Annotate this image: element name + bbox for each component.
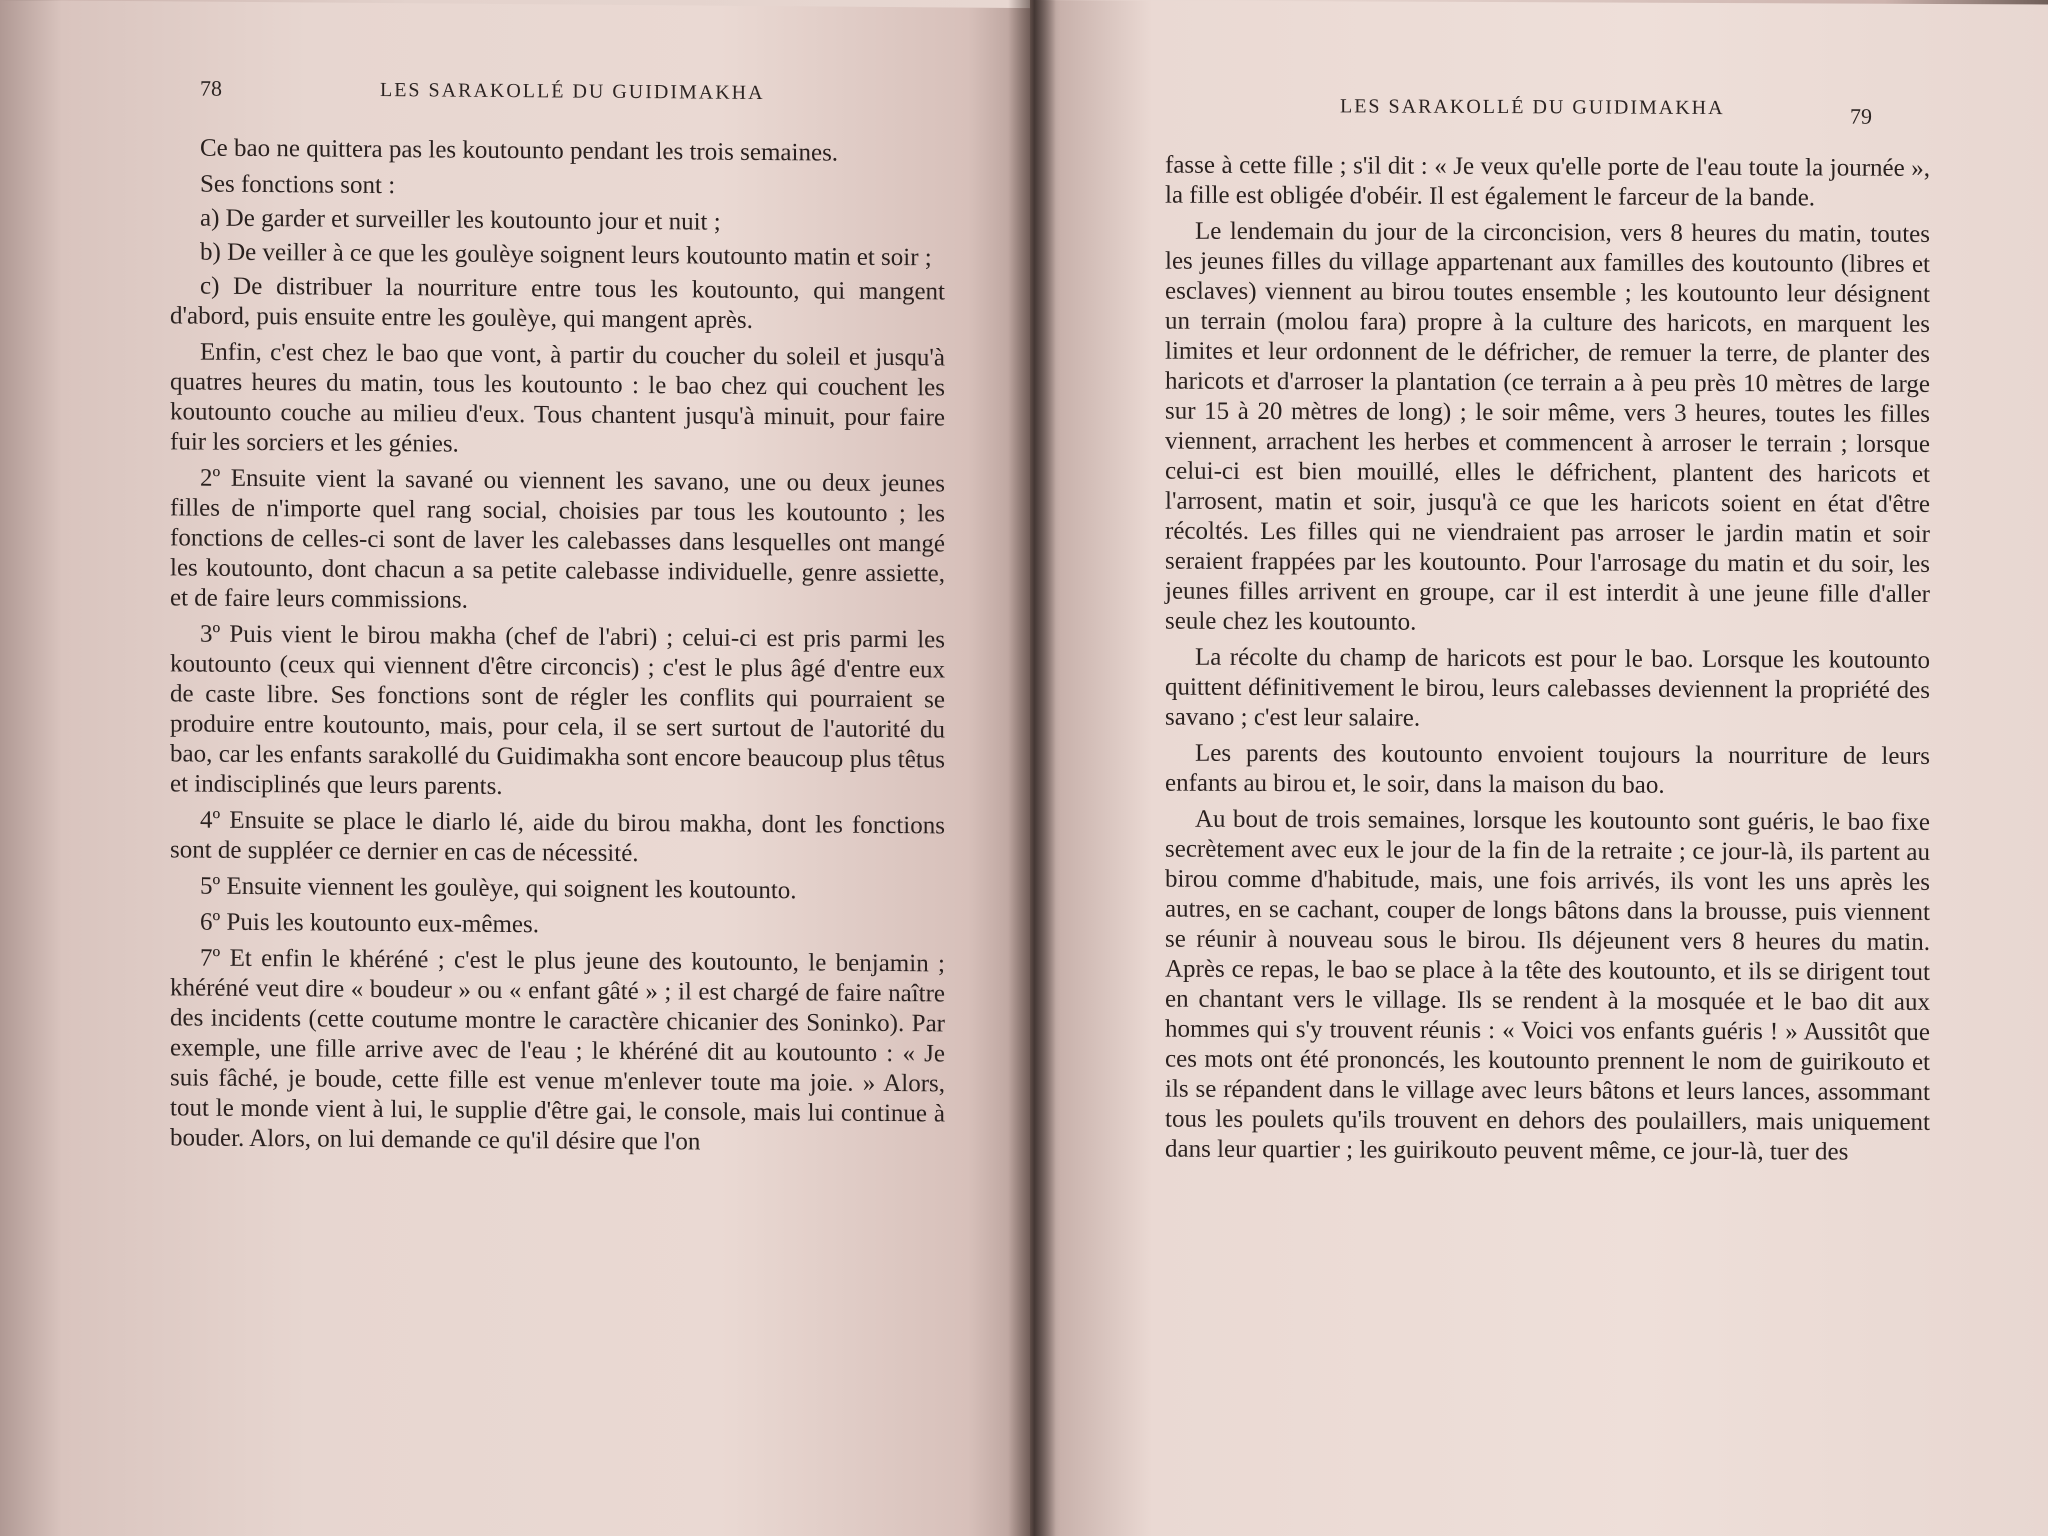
page-text [170,133,945,1159]
paragraph: fasse à cette fille ; s'il dit : « Je veux qu'elle porte de l'eau toute la journée », la fille est obligée d'obéir. Il est également le farceur de la bande. [1165,151,1930,212]
numbered-item: 4º Ensuite se place le diarlo lé, aide du birou makha, dont les fonctions sont de suppléer ce dernier en cas de nécessité. [170,806,945,868]
right-page [1030,0,2048,1536]
running-head: LES SARAKOLLÉ DU GUIDIMAKHA [380,78,765,105]
paragraph: Les parents des koutounto envoient toujours la nourriture de leurs enfants au birou et, le soir, dans la maison du bao. [1165,739,1930,799]
list-item: a) De garder et surveiller les koutounto jour et nuit ; [200,204,721,236]
list-item: b) De veiller à ce que les goulèye soignent leurs koutounto matin et soir ; [200,238,932,272]
paragraph: Ce bao ne quittera pas les koutounto pendant les trois semaines. [200,134,839,167]
paragraph: La récolte du champ de haricots est pour le bao. Lorsque les koutounto quittent définitivement le birou, leurs calebasses deviennent la propriété des savano ; c'est leur salaire. [1165,643,1930,732]
numbered-item: 6º Puis les koutounto eux-mêmes. [200,908,539,939]
page-number: 78 [200,75,222,101]
numbered-item: 5º Ensuite viennent les goulèye, qui soignent les koutounto. [200,872,797,905]
paragraph: Enfin, c'est chez le bao que vont, à partir du coucher du soleil et jusqu'à quatres heures du matin, tous les koutounto : le bao chez qui couchent les koutounto couche au milieu d'eux. Tous chantent jusqu'à minuit, pour faire fuir les sorciers et les génies. [170,338,945,458]
list-item: c) De distribuer la nourriture entre tous les koutounto, qui mangent d'abord, puis ensuite entre les goulèye, qui mangent après. [170,272,945,334]
running-head: LES SARAKOLLÉ DU GUIDIMAKHA [1340,95,1725,120]
numbered-item: 3º Puis vient le birou makha (chef de l'abri) ; celui-ci est pris parmi les koutounto (ceux qui viennent d'être circoncis) ; c'est le plus âgé d'entre eux de caste libre. Ses fonctions sont de régler les conflits qui pourraient se produire entre koutounto, mais, pour cela, il se sert surtout de l'autorité du bao, car les enfants sarakollé du Guidimakha sont encore beaucoup plus têtus et indisciplinés que leurs parents. [170,620,945,800]
page-text [1165,151,1930,1168]
paragraph: Ses fonctions sont : [200,170,396,200]
paragraph: Le lendemain du jour de la circoncision, vers 8 heures du matin, toutes les jeunes filles du village appartenant aux familles des koutounto (libres et esclaves) viennent au birou toutes ensemble ; les koutounto leur désignent un terrain (molou fara) propre à la culture des haricots, en marquent les limites et leur ordonnent de le défricher, de remuer la terre, de planter des haricots et d'arroser la plantation (ce terrain a à peu près 10 mètres de large sur 15 à 20 mètres de long) ; le soir même, vers 3 heures, toutes les filles viennent, arrachent les herbes et commencent à arroser le terrain ; lorsque celui-ci est bien mouillé, elles le défrichent, plantent des haricots et l'arrosent, matin et soir, jusqu'à ce que les haricots soient en état d'être récoltés. Les filles qui ne viendraient pas arroser le jardin matin et soir seraient frappées par les koutounto. Pour l'arrosage du matin et du soir, les jeunes filles arrivent en groupe, car il est interdit à une jeune fille d'aller seule chez les koutounto. [1165,217,1930,636]
numbered-item: 7º Et enfin le khéréné ; c'est le plus jeune des koutounto, le benjamin ; khéréné veut dire « boudeur » ou « enfant gâté » ; il est chargé de faire naître des incidents (cette coutume montre le caractère chicanier des Soninko). Par exemple, une fille arrive avec de l'eau ; le khéréné dit au koutounto : « Je suis fâché, je boude, cette fille est venue m'enlever toute ma joie. » Alors, tout le monde vient à lui, le supplie d'être gai, le console, mais lui continue à bouder. Alors, on lui demande ce qu'il désire que l'on [170,944,945,1156]
page-number: 79 [1850,103,1872,129]
numbered-item: 2º Ensuite vient la savané ou viennent les savano, une ou deux jeunes filles de n'importe quel rang social, choisies par tous les koutounto ; les fonctions de celles-ci sont de laver les calebasses dans lesquelles ont mangé les koutounto, dont chacun a sa petite calebasse individuelle, genre assiette, et de faire leurs commissions. [170,464,945,614]
paragraph: Au bout de trois semaines, lorsque les koutounto sont guéris, le bao fixe secrètement avec eux le jour de la fin de la retraite ; ce jour-là, ils partent au birou comme d'habitude, mais, une fois arrivés, ils vont les uns après les autres, en se cachant, couper de longs bâtons dans la brousse, puis viennent se réunir à nouveau sous le birou. Ils déjeunent vers 8 heures du matin. Après ce repas, le bao se place à la tête des koutounto, et ils se dirigent tout en chantant vers le village. Ils se rendent à la mosquée et le bao dit aux hommes qui s'y trouvent réunis : « Voici vos enfants guéris ! » Aussitôt que ces mots ont été prononcés, les koutounto prennent le nom de guirikouto et ils se répandent dans le village avec leurs bâtons et leurs lances, assommant tous les poulets qu'ils trouvent en dehors des poulaillers, mais uniquement dans leur quartier ; les guirikouto peuvent même, ce jour-là, tuer des [1165,805,1930,1166]
